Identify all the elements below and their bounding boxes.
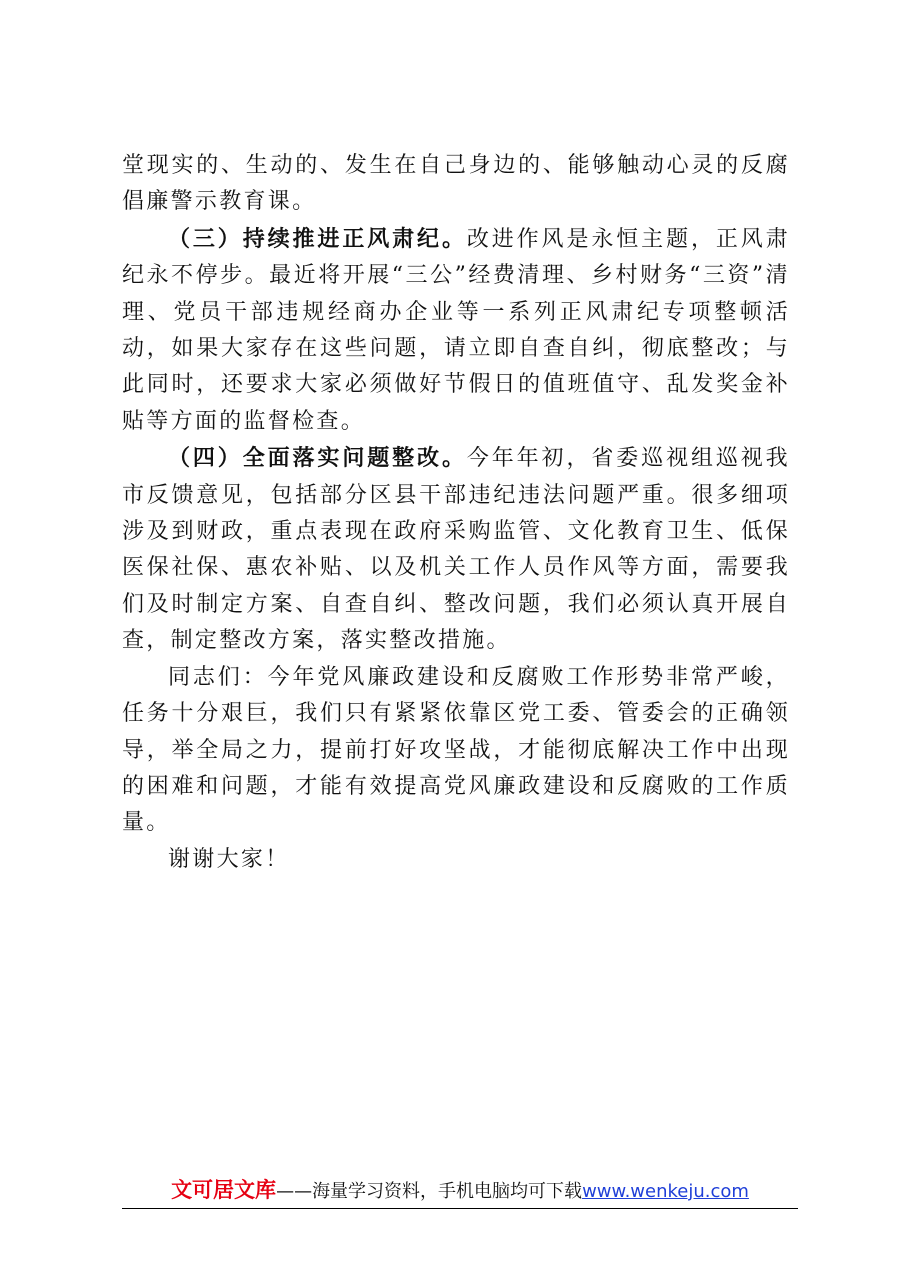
footer-brand: 文可居文库 (171, 1178, 277, 1202)
paragraph-thanks: 谢谢大家！ (168, 846, 290, 872)
paragraph-closing: 同志们：今年党风廉政建设和反腐败工作形势非常严峻，任务十分艰巨，我们只有紧紧依靠区党工委、管委会的正确领导，举全局之力，提前打好攻坚战，才能彻底解决工作中出现的困难和问题，才能有效提高党风廉政建设和反腐败的工作质量。 (122, 664, 790, 836)
paragraph-continuation: 堂现实的、生动的、发生在自己身边的、能够触动心灵的反腐倡廉警示教育课。 (122, 153, 790, 215)
document-body (122, 148, 790, 878)
footer-site-link[interactable]: www.wenkeju.com (582, 1181, 749, 1202)
section-body-four: 今年年初，省委巡视组巡视我市反馈意见，包括部分区县干部违纪违法问题严重。很多细项涉及到财政，重点表现在政府采购监管、文化教育卫生、低保医保社保、惠农补贴、以及机关工作人员作风等方面，需要我们及时制定方案、自查自纠、整改问题，我们必须认真开展自查，制定整改方案，落实整改措施。 (122, 446, 790, 654)
paragraph-section-three (122, 221, 790, 440)
page-footer (122, 1176, 798, 1206)
footer-divider (122, 1208, 798, 1209)
paragraph-section-four (122, 440, 790, 659)
section-heading-four: （四）全面落实问题整改。 (168, 445, 467, 472)
section-body-three: 改进作风是永恒主题，正风肃纪永不停步。最近将开展“三公”经费清理、乡村财务“三资”清理、党员干部违规经商办企业等一系列正风肃纪专项整顿活动，如果大家存在这些问题，请立即自查自纠，彻底整改；与此同时，还要求大家必须做好节假日的值班值守、乱发奖金补贴等方面的监督检查。 (122, 226, 790, 434)
section-heading-three: （三）持续推进正风肃纪。 (168, 225, 467, 252)
footer-tagline: ——海量学习资料，手机电脑均可下载 (276, 1181, 583, 1202)
